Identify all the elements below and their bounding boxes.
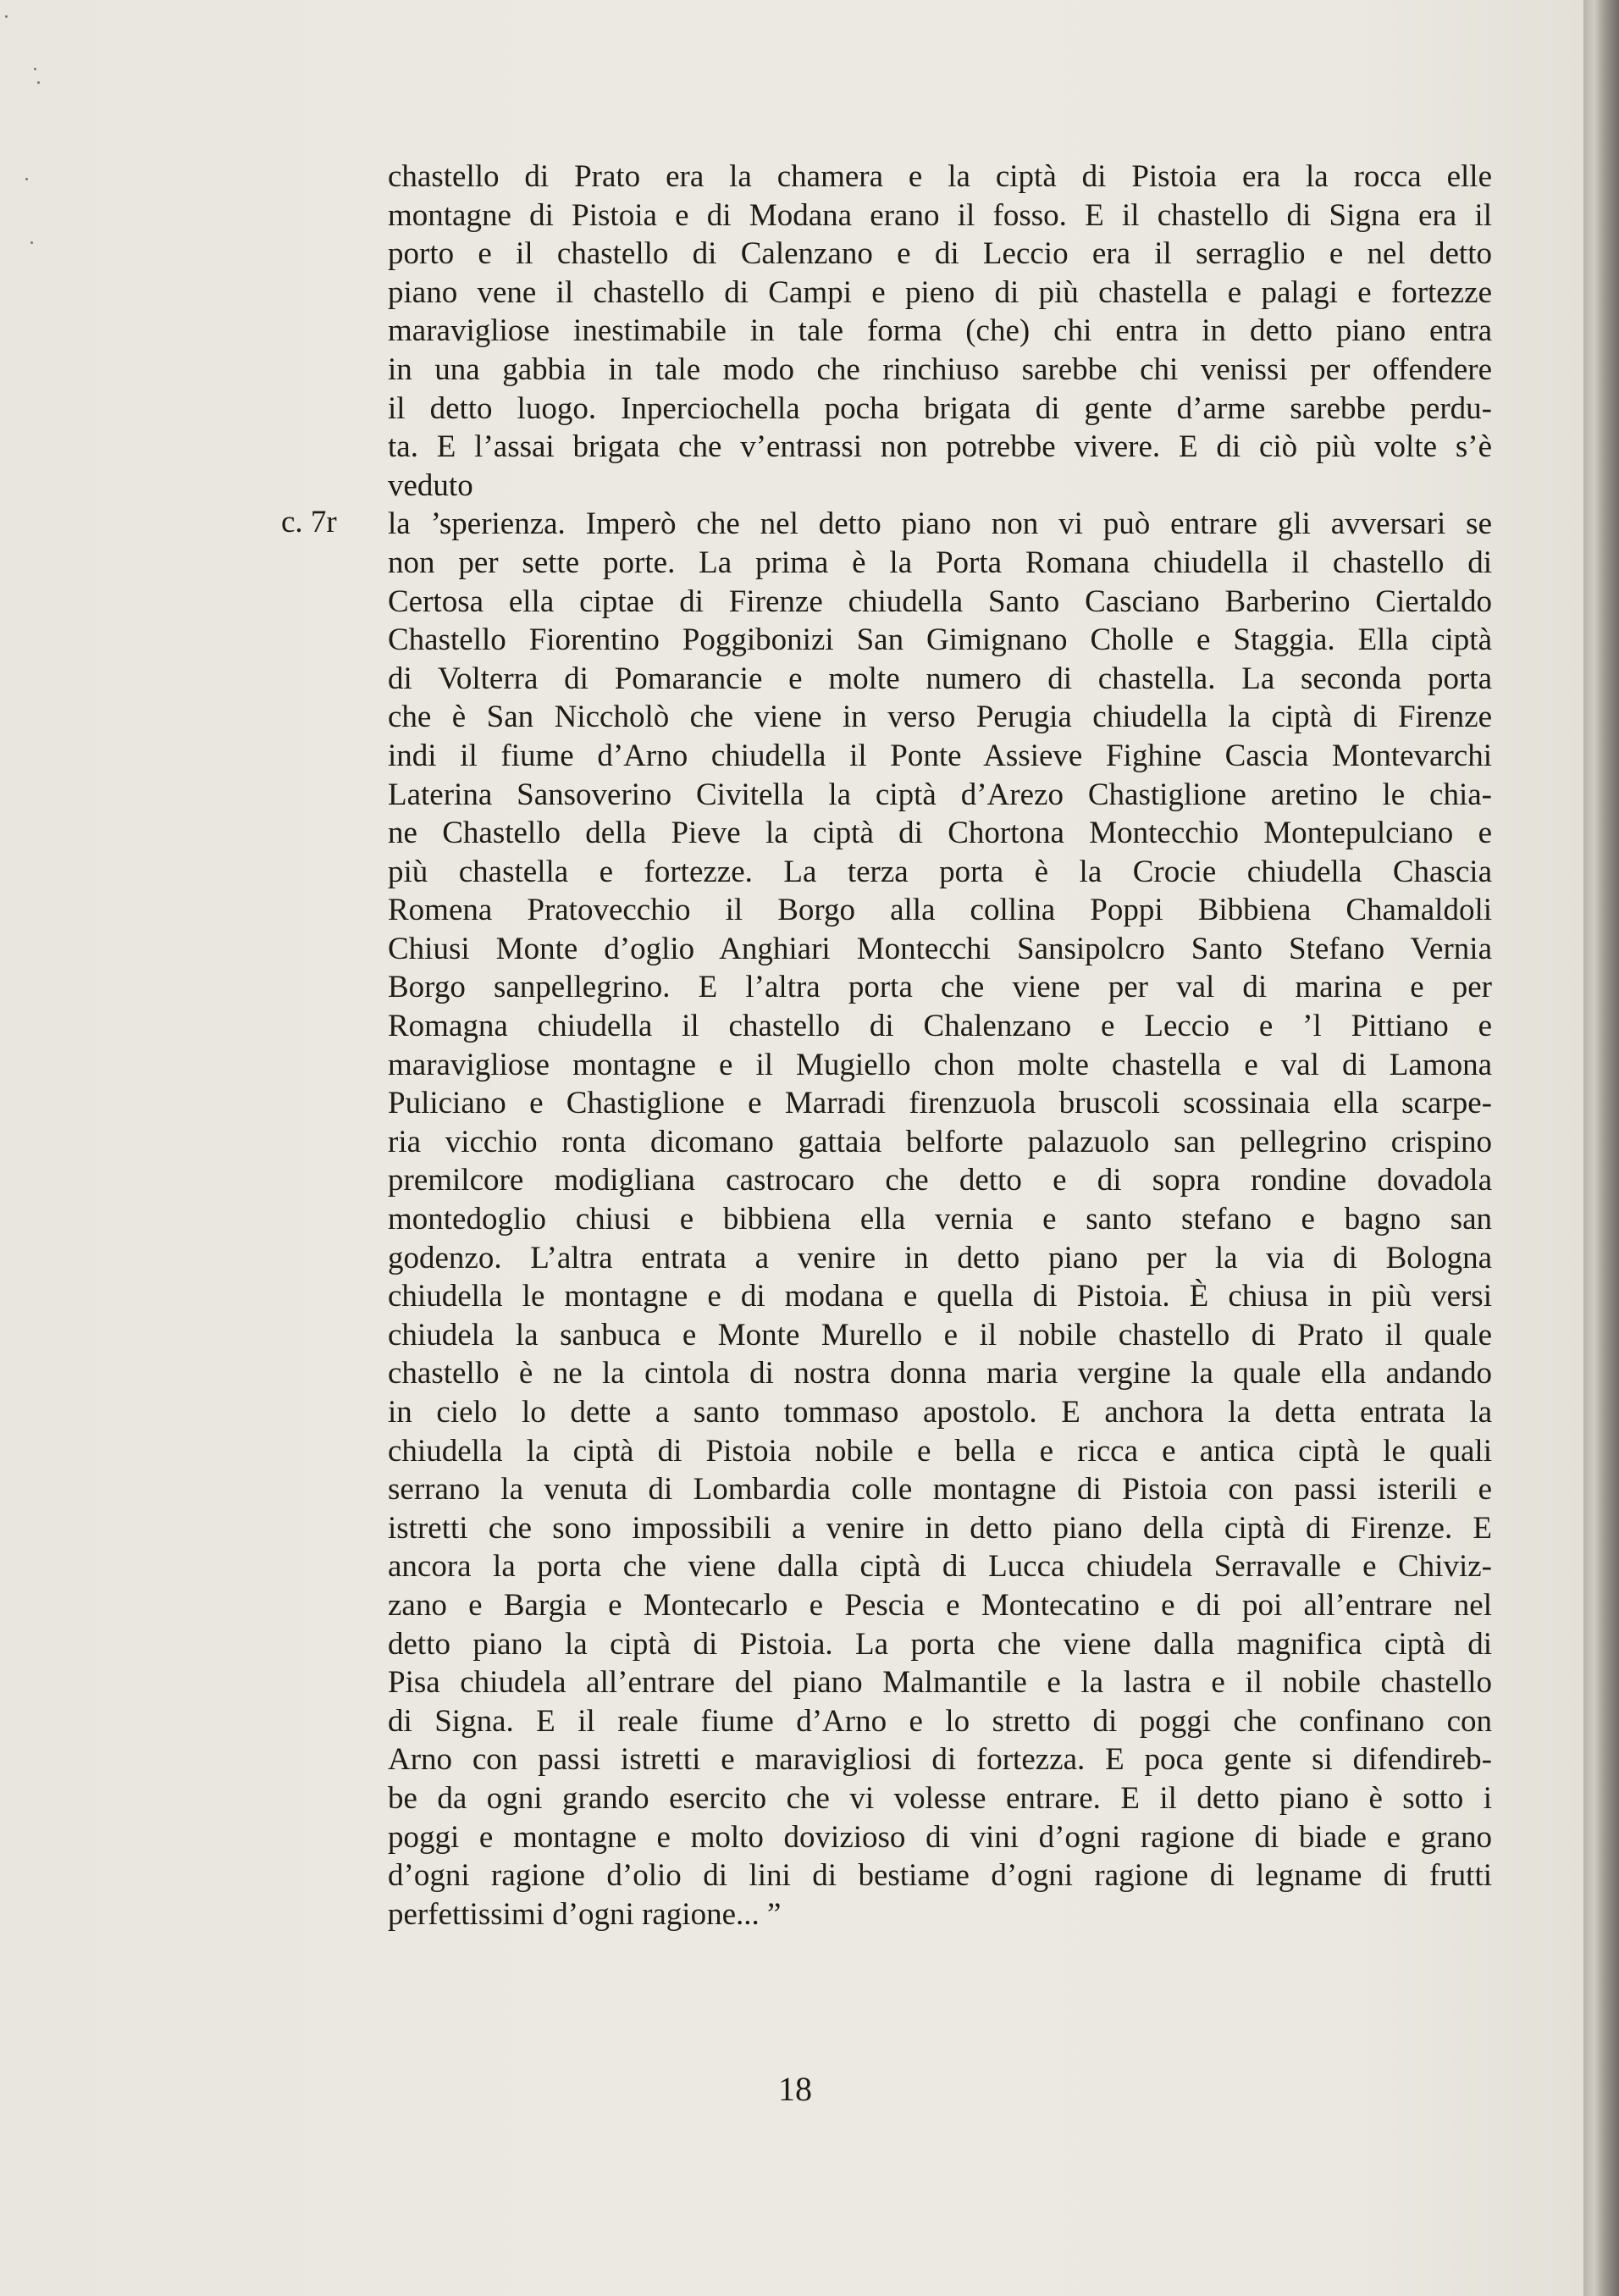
text-line: non per sette porte. La prima è la Porta Romana chiudella il chastello di [388,545,1492,580]
book-spine-shadow [1583,0,1619,2296]
text-line: detto piano la ciptà di Pistoia. La porta che viene dalla magnifica ciptà di [388,1626,1492,1662]
text-line: che è San Niccholò che viene in verso Perugia chiudella la ciptà di Firenze [388,700,1492,735]
text-line: Borgo sanpellegrino. E l’altra porta che viene per val di marina e per [388,970,1492,1005]
text-line: Laterina Sansoverino Civitella la ciptà d’Arezo Chastiglione aretino le chia- [388,777,1492,812]
text-line: la ’sperienza. Imperò che nel detto piano non vi può entrare gli avversari se [388,506,1492,542]
text-line: poggi e montagne e molto dovizioso di vini d’ogni ragione di biade e grano [388,1819,1492,1855]
text-line: in una gabbia in tale modo che rinchiuso sarebbe chi venissi per offendere [388,351,1492,387]
text-line: veduto [388,467,473,503]
text-line: godenzo. L’altra entrata a venire in detto piano per la via di Bologna [388,1240,1492,1275]
text-line: perfettissimi d’ogni ragione... ” [388,1896,782,1932]
text-line: serrano la venuta di Lombardia colle montagne di Pistoia con passi isterili e [388,1472,1492,1508]
text-line: montagne di Pistoia e di Modana erano il fosso. E il chastello di Signa era il [388,197,1492,233]
text-line: Arno con passi istretti e maravigliosi di fortezza. E poca gente si difendireb- [388,1742,1492,1778]
text-line: montedoglio chiusi e bibbiena ella vernia e santo stefano e bagno san [388,1202,1492,1237]
text-line: Romena Pratovecchio il Borgo alla collina Poppi Bibbiena Chamaldoli [388,893,1492,928]
text-line: maravigliose montagne e il Mugiello chon molte chastella e val di Lamona [388,1047,1492,1082]
text-line: maravigliose inestimabile in tale forma (che) chi entra in detto piano entra [388,313,1492,349]
text-line: chiudela la sanbuca e Monte Murello e il nobile chastello di Prato il quale [388,1317,1492,1353]
page-edge-marks [0,0,51,339]
text-line: più chastella e fortezze. La terza porta è la Crocie chiudella Chascia [388,854,1492,889]
text-line: chastello è ne la cintola di nostra donna maria vergine la quale ella andando [388,1356,1492,1391]
text-line: piano vene il chastello di Campi e pieno di più chastella e palagi e fortezze [388,274,1492,310]
text-line: di Signa. E il reale fiume d’Arno e lo stretto di poggi che confinano con [388,1703,1492,1739]
text-line: Pisa chiudela all’entrare del piano Malmantile e la lastra e il nobile chastello [388,1665,1492,1701]
page-number: 18 [778,2070,812,2108]
text-line: d’ogni ragione d’olio di lini di bestiame d’ogni ragione di legname di frutti [388,1858,1492,1894]
text-line: zano e Bargia e Montecarlo e Pescia e Montecatino e di poi all’entrare nel [388,1587,1492,1623]
text-line: Puliciano e Chastiglione e Marradi firenzuola bruscoli scossinaia ella scarpe- [388,1086,1492,1121]
text-line: ria vicchio ronta dicomano gattaia belforte palazuolo san pellegrino crispino [388,1124,1492,1159]
text-line: chastello di Prato era la chamera e la ciptà di Pistoia era la rocca elle [388,159,1492,194]
text-line: Romagna chiudella il chastello di Chalenzano e Leccio e ’l Pittiano e [388,1009,1492,1044]
text-line: Chastello Fiorentino Poggibonizi San Gimignano Cholle e Staggia. Ella ciptà [388,622,1492,658]
text-line: porto e il chastello di Calenzano e di Leccio era il serraglio e nel detto [388,236,1492,272]
text-line: premilcore modigliana castrocaro che detto e di sopra rondine dovadola [388,1163,1492,1198]
text-line: Certosa ella ciptae di Firenze chiudella Santo Casciano Barberino Ciertaldo [388,584,1492,619]
text-line: chiudella le montagne e di modana e quella di Pistoia. È chiusa in più versi [388,1279,1492,1314]
text-line: ne Chastello della Pieve la ciptà di Chortona Montecchio Montepulciano e [388,816,1492,851]
text-line: be da ogni grando esercito che vi volesse entrare. E il detto piano è sotto i [388,1780,1492,1816]
text-line: ta. E l’assai brigata che v’entrassi non potrebbe vivere. E di ciò più volte s’è [388,429,1492,465]
text-line: il detto luogo. Inperciochella pocha brigata di gente d’arme sarebbe perdu- [388,390,1492,426]
folio-margin-note: c. 7r [281,505,337,539]
text-line: istretti che sono impossibili a venire in detto piano della ciptà di Firenze. E [388,1510,1492,1546]
text-line: chiudella la ciptà di Pistoia nobile e bella e ricca e antica ciptà le quali [388,1433,1492,1469]
body-text [388,158,1492,1934]
text-line: indi il fiume d’Arno chiudella il Ponte Assieve Fighine Cascia Montevarchi [388,738,1492,773]
text-line: di Volterra di Pomarancie e molte numero di chastella. La seconda porta [388,661,1492,696]
text-line: Chiusi Monte d’oglio Anghiari Montecchi Sansipolcro Santo Stefano Vernia [388,931,1492,966]
text-line: ancora la porta che viene dalla ciptà di Lucca chiudela Serravalle e Chiviz- [388,1549,1492,1585]
text-line: in cielo lo dette a santo tommaso apostolo. E anchora la detta entrata la [388,1395,1492,1430]
